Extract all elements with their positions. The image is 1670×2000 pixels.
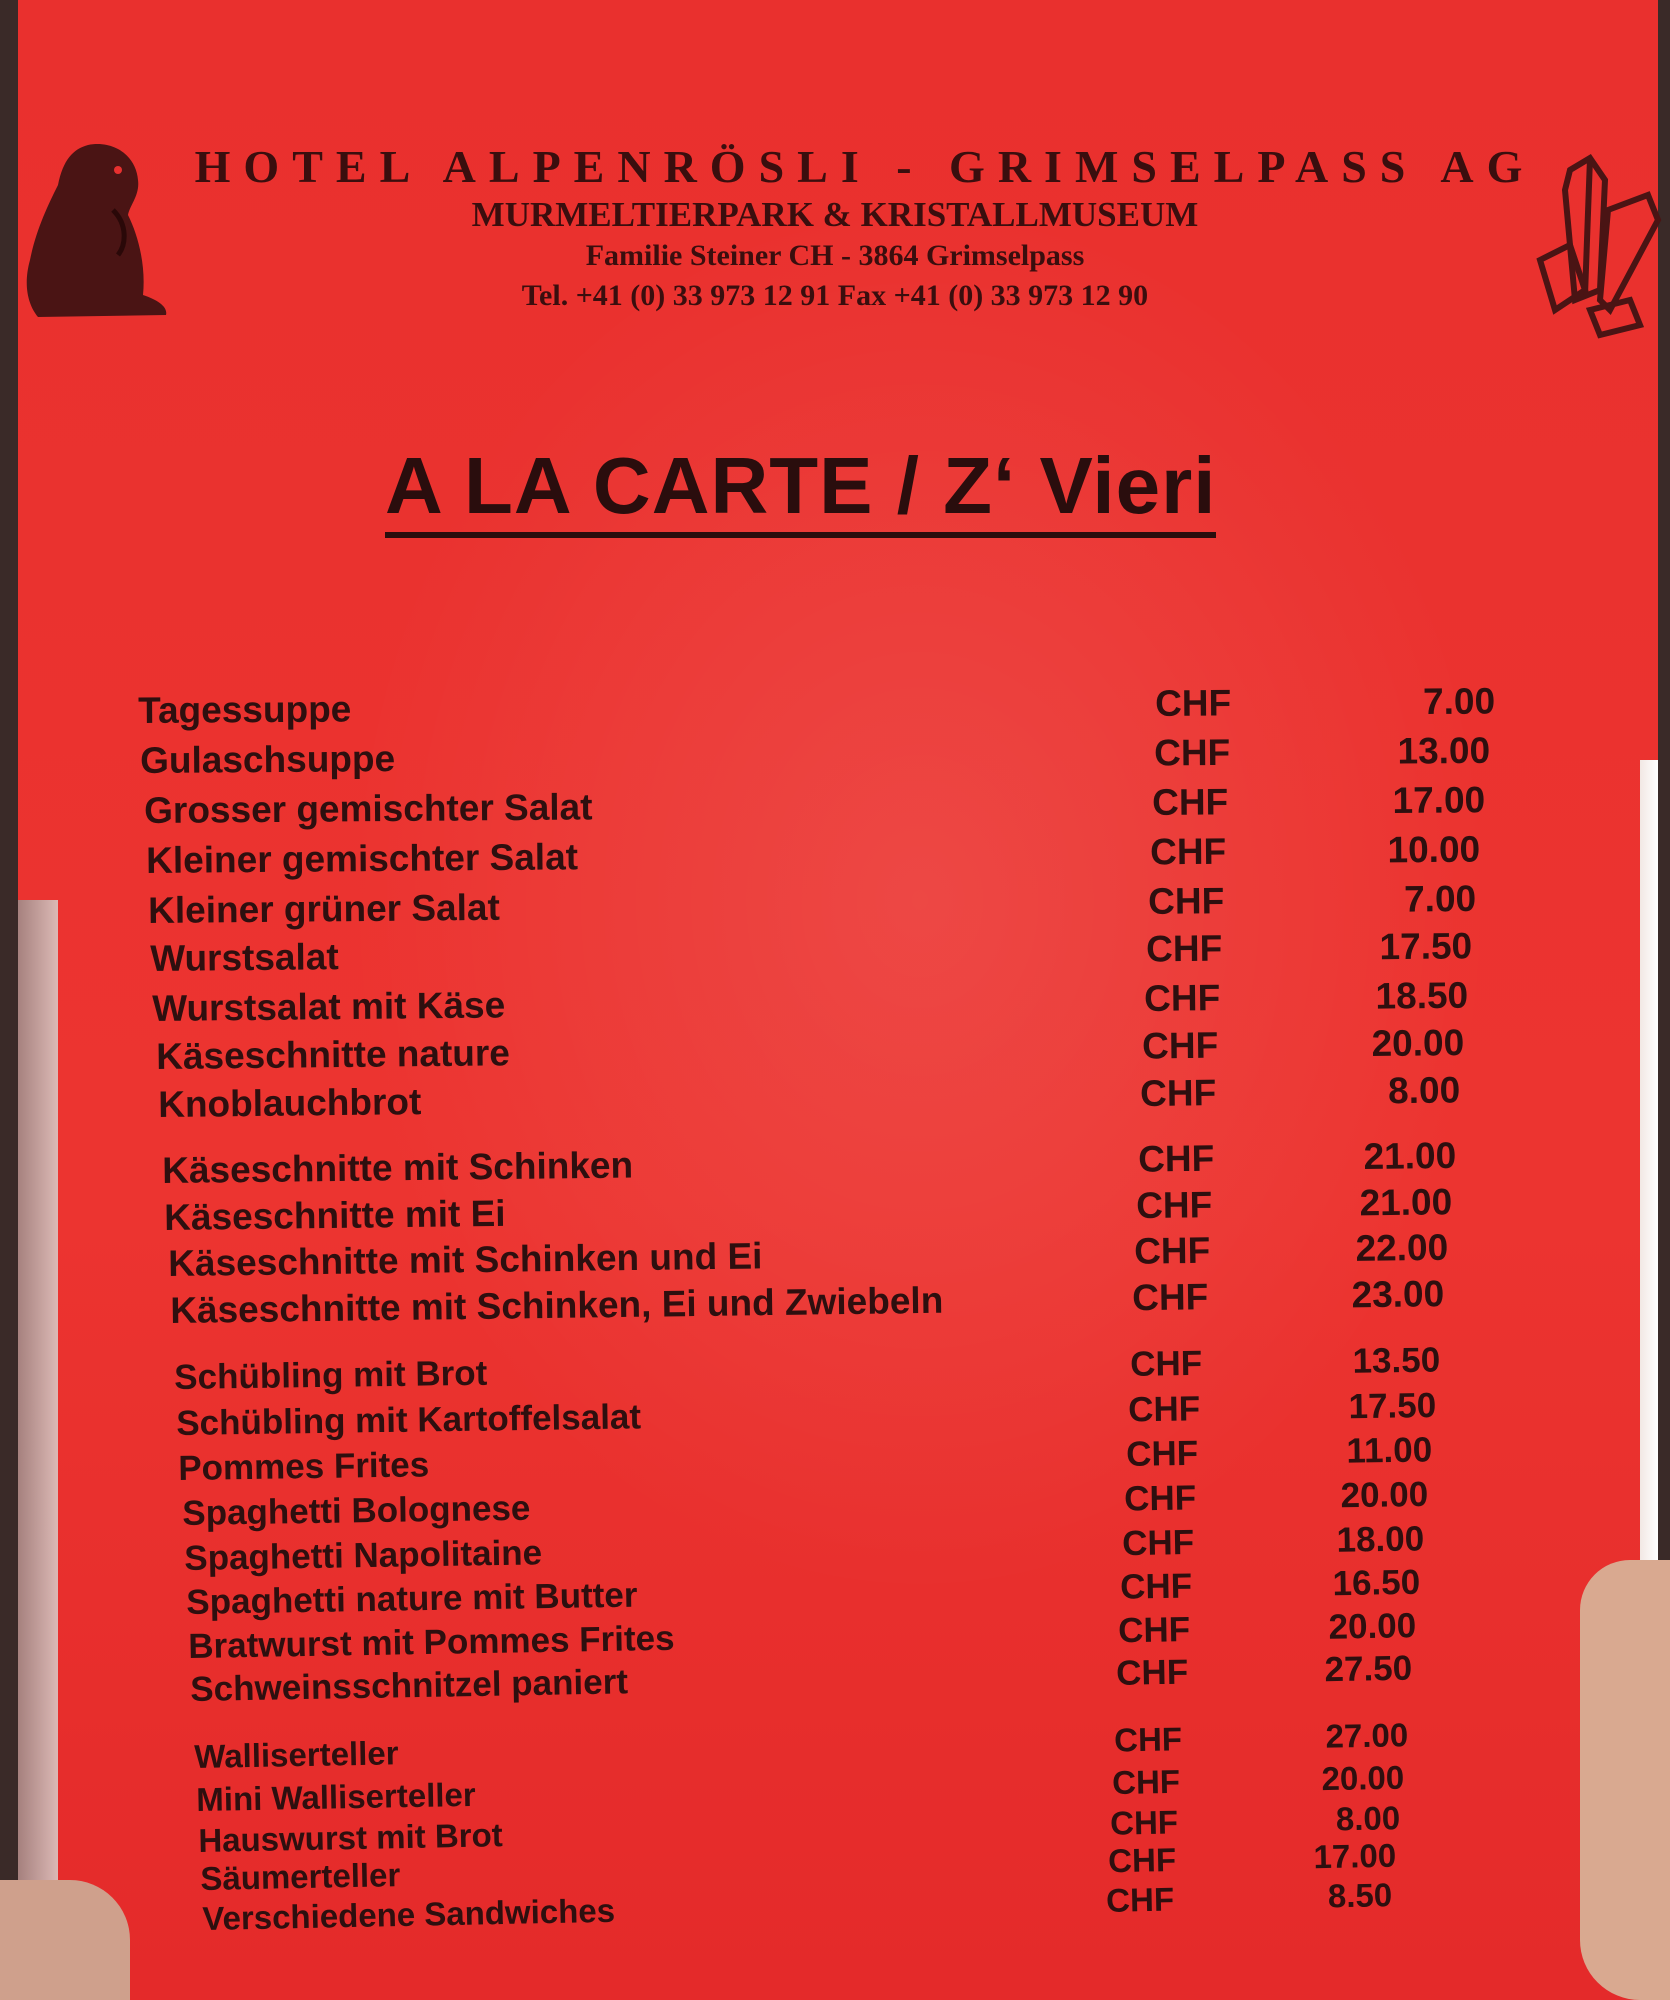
menu-item-price: 17.50 xyxy=(1379,925,1473,968)
menu-item-price: 20.00 xyxy=(1371,1022,1465,1065)
menu-item-name: Wurstsalat mit Käse xyxy=(152,984,506,1029)
menu-item-currency: CHF xyxy=(1143,977,1221,1019)
menu-item-price: 7.00 xyxy=(1422,680,1496,723)
menu-item xyxy=(146,828,1546,886)
menu-item-price: 20.00 xyxy=(1321,1758,1405,1798)
menu-item-currency: CHF xyxy=(1117,1610,1191,1651)
menu-item-price: 17.00 xyxy=(1313,1836,1397,1876)
menu-item-price: 13.00 xyxy=(1397,729,1491,772)
menu-item-name: Walliserteller xyxy=(194,1734,399,1775)
menu-item-currency: CHF xyxy=(1107,1840,1177,1880)
menu-item-name: Säumerteller xyxy=(200,1856,401,1897)
menu-item-currency: CHF xyxy=(1115,1652,1189,1693)
menu-item-price: 23.00 xyxy=(1351,1273,1445,1316)
menu-item-name: Käseschnitte mit Schinken, Ei und Zwiebeln xyxy=(170,1279,944,1331)
menu-item-name: Spaghetti Bolognese xyxy=(182,1488,531,1533)
menu-item-currency: CHF xyxy=(1123,1478,1197,1519)
menu-item-price: 8.00 xyxy=(1387,1069,1461,1112)
menu-item-price: 8.50 xyxy=(1327,1876,1393,1915)
menu-item-currency: CHF xyxy=(1141,1024,1219,1067)
menu-item-name: Käseschnitte nature xyxy=(156,1032,511,1077)
menu-item-currency: CHF xyxy=(1131,1276,1209,1319)
menu-item-name: Knoblauchbrot xyxy=(158,1081,422,1125)
menu-item-price: 13.50 xyxy=(1352,1340,1441,1381)
page-title: A LA CARTE / Z‘ Vieri xyxy=(385,440,1216,538)
menu-item-price: 11.00 xyxy=(1346,1430,1433,1471)
menu-item-name: Pommes Frites xyxy=(178,1445,430,1488)
menu-item-name: Käseschnitte mit Ei xyxy=(164,1192,506,1238)
menu-item-currency: CHF xyxy=(1149,830,1227,873)
menu-item-currency: CHF xyxy=(1133,1229,1211,1272)
menu-item-price: 27.00 xyxy=(1325,1716,1409,1755)
menu-item-name: Grosser gemischter Salat xyxy=(144,786,593,831)
menu-item-currency: CHF xyxy=(1125,1433,1199,1474)
menu-item-name: Hauswurst mit Brot xyxy=(198,1816,504,1859)
hotel-subtitle: MURMELTIERPARK & KRISTALLMUSEUM xyxy=(471,195,1199,234)
menu-item-price: 21.00 xyxy=(1359,1181,1453,1224)
menu-item xyxy=(144,779,1544,836)
menu-item-currency: CHF xyxy=(1127,1389,1201,1430)
menu-item-price: 18.50 xyxy=(1375,974,1469,1017)
menu-item-name: Tagessuppe xyxy=(138,688,352,731)
menu-item-price: 21.00 xyxy=(1363,1134,1457,1177)
menu-item-price: 10.00 xyxy=(1387,828,1481,871)
menu-item-name: Schübling mit Brot xyxy=(174,1353,488,1397)
menu-item-price: 16.50 xyxy=(1332,1562,1421,1604)
menu-item-name: Verschiedene Sandwiches xyxy=(202,1891,616,1937)
menu-item-currency: CHF xyxy=(1137,1137,1215,1180)
menu-item-name: Gulaschsuppe xyxy=(140,738,396,781)
menu-item-currency: CHF xyxy=(1151,781,1229,823)
menu-item-price: 27.50 xyxy=(1324,1648,1413,1690)
menu-item-price: 18.00 xyxy=(1336,1519,1425,1560)
menu-item-currency: CHF xyxy=(1135,1184,1213,1227)
menu-item-name: Spaghetti Napolitaine xyxy=(184,1533,543,1578)
menu-item-price: 20.00 xyxy=(1340,1474,1429,1516)
menu-item xyxy=(140,729,1540,786)
menu-item-name: Schübling mit Kartoffelsalat xyxy=(176,1397,642,1443)
menu-item-price: 22.00 xyxy=(1355,1226,1449,1269)
menu-item-currency: CHF xyxy=(1105,1880,1175,1919)
menu-item-currency: CHF xyxy=(1119,1566,1193,1607)
menu-item-name: Mini Walliserteller xyxy=(196,1775,476,1818)
menu-item-currency: CHF xyxy=(1109,1803,1179,1842)
menu-item-name: Käseschnitte mit Schinken und Ei xyxy=(168,1235,763,1284)
menu-item-currency: CHF xyxy=(1153,731,1231,774)
menu-item-name: Kleiner gemischter Salat xyxy=(146,836,579,881)
menu-item-price: 17.00 xyxy=(1392,779,1486,821)
menu-item-price: 8.00 xyxy=(1335,1799,1401,1838)
menu-item-name: Käseschnitte mit Schinken xyxy=(162,1144,634,1191)
menu-item-currency: CHF xyxy=(1154,682,1232,724)
menu-item-currency: CHF xyxy=(1129,1343,1203,1384)
hotel-name: HOTEL ALPENRÖSLI - GRIMSELPASS AG xyxy=(194,141,1536,192)
menu-item-currency: CHF xyxy=(1147,880,1225,922)
menu-item-currency: CHF xyxy=(1145,927,1223,970)
menu-item-name: Kleiner grüner Salat xyxy=(148,886,500,931)
menu-item-name: Spaghetti nature mit Butter xyxy=(186,1575,638,1622)
menu-item-currency: CHF xyxy=(1121,1522,1195,1564)
menu-item-currency: CHF xyxy=(1139,1072,1217,1115)
menu-item-price: 20.00 xyxy=(1328,1606,1417,1647)
menu-item-name: Wurstsalat xyxy=(150,936,339,979)
menu-item-currency: CHF xyxy=(1111,1762,1181,1802)
menu-item-name: Bratwurst mit Pommes Frites xyxy=(188,1618,675,1666)
menu-item-name: Schweinsschnitzel paniert xyxy=(190,1662,629,1709)
hotel-address: Familie Steiner CH - 3864 Grimselpass xyxy=(585,239,1085,272)
menu-item xyxy=(138,680,1538,736)
menu-item-currency: CHF xyxy=(1113,1720,1183,1759)
hotel-contact: Tel. +41 (0) 33 973 12 91 Fax +41 (0) 33 973 12 90 xyxy=(521,279,1149,312)
menu-item-price: 17.50 xyxy=(1348,1385,1437,1427)
menu-item-price: 7.00 xyxy=(1403,877,1477,920)
